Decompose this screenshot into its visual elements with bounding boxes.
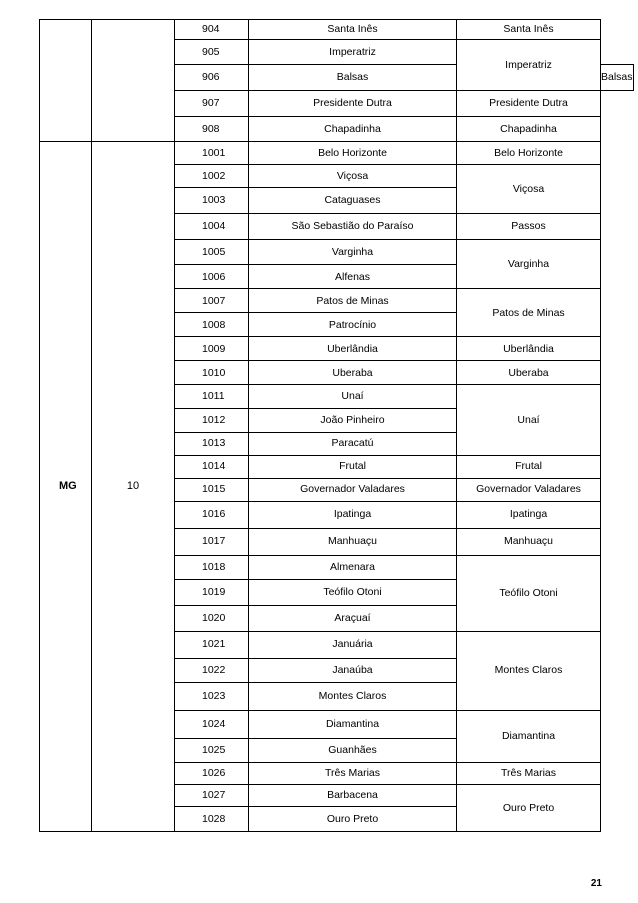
code-cell: 1009 (175, 337, 249, 361)
city-cell: Balsas (249, 65, 457, 91)
center-cell: Manhuaçu (457, 528, 601, 555)
center-cell: Imperatriz (457, 40, 601, 91)
city-cell: Almenara (249, 555, 457, 579)
center-cell: Montes Claros (457, 631, 601, 710)
code-cell: 1006 (175, 265, 249, 289)
state-cell: MG (40, 142, 92, 832)
code-cell: 1014 (175, 455, 249, 478)
city-cell: Alfenas (249, 265, 457, 289)
region-table (39, 19, 634, 832)
city-cell: Unaí (249, 385, 457, 408)
code-cell: 1012 (175, 408, 249, 432)
code-cell: 1021 (175, 631, 249, 658)
center-cell: Belo Horizonte (457, 142, 601, 165)
table-row (40, 142, 634, 165)
code-cell: 1017 (175, 528, 249, 555)
city-cell: Januária (249, 631, 457, 658)
city-cell: Barbacena (249, 784, 457, 806)
code-cell: 906 (175, 65, 249, 91)
region-table-body (40, 20, 634, 832)
code-cell: 1005 (175, 240, 249, 265)
code-cell: 1015 (175, 478, 249, 501)
city-cell: Três Marias (249, 762, 457, 784)
city-cell: Patos de Minas (249, 289, 457, 313)
center-cell: Passos (457, 214, 601, 240)
center-cell: Uberaba (457, 361, 601, 385)
center-cell: Unaí (457, 385, 601, 455)
city-cell: Ipatinga (249, 501, 457, 528)
city-cell: Chapadinha (249, 117, 457, 142)
center-cell: Uberlândia (457, 337, 601, 361)
region-cell (92, 20, 175, 142)
city-cell: Uberlândia (249, 337, 457, 361)
code-cell: 1011 (175, 385, 249, 408)
city-cell: Montes Claros (249, 682, 457, 710)
center-cell: Frutal (457, 455, 601, 478)
center-cell: Três Marias (457, 762, 601, 784)
code-cell: 1003 (175, 188, 249, 214)
code-cell: 1018 (175, 555, 249, 579)
center-cell: Ipatinga (457, 501, 601, 528)
code-cell: 1022 (175, 658, 249, 682)
code-cell: 907 (175, 91, 249, 117)
code-cell: 904 (175, 20, 249, 40)
code-cell: 1027 (175, 784, 249, 806)
center-cell: Governador Valadares (457, 478, 601, 501)
city-cell: Paracatú (249, 432, 457, 455)
city-cell: Frutal (249, 455, 457, 478)
code-cell: 1020 (175, 605, 249, 631)
center-cell: Presidente Dutra (457, 91, 601, 117)
code-cell: 1023 (175, 682, 249, 710)
code-cell: 905 (175, 40, 249, 65)
city-cell: Diamantina (249, 710, 457, 738)
code-cell: 1008 (175, 313, 249, 337)
city-cell: São Sebastião do Paraíso (249, 214, 457, 240)
city-cell: Varginha (249, 240, 457, 265)
city-cell: Imperatriz (249, 40, 457, 65)
code-cell: 1007 (175, 289, 249, 313)
center-cell: Santa Inês (457, 20, 601, 40)
code-cell: 1026 (175, 762, 249, 784)
city-cell: João Pinheiro (249, 408, 457, 432)
state-cell (40, 20, 92, 142)
code-cell: 1002 (175, 165, 249, 188)
code-cell: 1001 (175, 142, 249, 165)
city-cell: Manhuaçu (249, 528, 457, 555)
city-cell: Araçuaí (249, 605, 457, 631)
city-cell: Patrocínio (249, 313, 457, 337)
city-cell: Ouro Preto (249, 807, 457, 832)
center-cell: Diamantina (457, 710, 601, 762)
city-cell: Belo Horizonte (249, 142, 457, 165)
center-cell: Viçosa (457, 165, 601, 214)
code-cell: 1019 (175, 579, 249, 605)
code-cell: 908 (175, 117, 249, 142)
center-cell: Varginha (457, 240, 601, 289)
city-cell: Santa Inês (249, 20, 457, 40)
center-cell: Ouro Preto (457, 784, 601, 831)
center-cell: Teófilo Otoni (457, 555, 601, 631)
region-cell: 10 (92, 142, 175, 832)
code-cell: 1004 (175, 214, 249, 240)
center-cell: Chapadinha (457, 117, 601, 142)
city-cell: Teófilo Otoni (249, 579, 457, 605)
city-cell: Uberaba (249, 361, 457, 385)
code-cell: 1013 (175, 432, 249, 455)
center-cell: Patos de Minas (457, 289, 601, 337)
city-cell: Presidente Dutra (249, 91, 457, 117)
code-cell: 1010 (175, 361, 249, 385)
city-cell: Cataguases (249, 188, 457, 214)
table-row (40, 20, 634, 40)
center-cell: Balsas (601, 65, 634, 91)
code-cell: 1028 (175, 807, 249, 832)
page-number: 21 (590, 878, 602, 889)
code-cell: 1016 (175, 501, 249, 528)
city-cell: Janaúba (249, 658, 457, 682)
code-cell: 1025 (175, 738, 249, 762)
city-cell: Viçosa (249, 165, 457, 188)
code-cell: 1024 (175, 710, 249, 738)
city-cell: Guanhães (249, 738, 457, 762)
city-cell: Governador Valadares (249, 478, 457, 501)
